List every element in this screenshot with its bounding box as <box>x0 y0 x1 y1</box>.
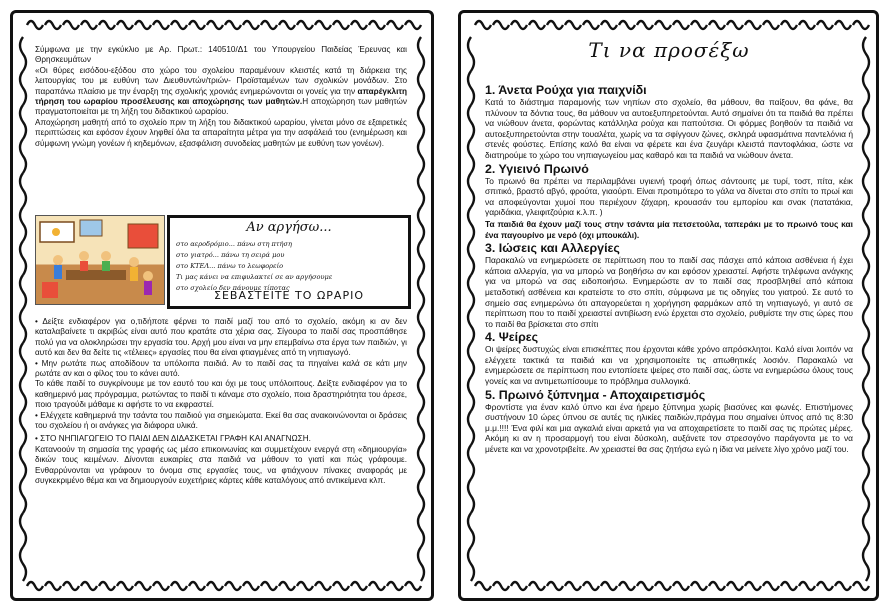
early-leave-paragraph: Αποχώρηση μαθητή από το σχολείο πριν τη λήξη του διδακτικού ωραρίου, γίνεται μόνο σε εξαιρετικές περιπτώσεις και εφόσον έχουν ληφθεί όλα τα απαραίτητα μέτρα για την ασφάλειά του (ενημέρωση και σύμφωνη γνώμη γονέων ή κηδεμόνων, εξασφάλιση συνοδείας μαθητών με ευθύνη των γονέων). <box>35 117 407 148</box>
section-heading-morning: 5. Πρωινό ξύπνημα - Αποχαιρετισμός <box>485 387 706 402</box>
late-line: στο ΚΤΕΛ... πάνω το λεωφορείο <box>176 262 284 270</box>
bullet-no-compare: • Μην ρωτάτε πως αποδίδουν τα υπόλοιπα παιδιά. Αν το παιδί σας τα πηγαίνει καλά σε κάτι μην ρωτάτε αν και ο φίλος του το κάνει αυτό. <box>35 358 407 379</box>
bullet-no-writing: • ΣΤΟ ΝΗΠΙΑΓΩΓΕΙΟ ΤΟ ΠΑΙΔΙ ΔΕΝ ΔΙΔΑΣΚΕΤΑΙ ΓΡΑΦΗ ΚΑΙ ΑΝΑΓΝΩΣΗ. <box>35 434 311 444</box>
bullet-interest: • Δείξτε ενδιαφέρον για ο,τιδήποτε φέρνει το παιδί μαζί του από το σχολείο, ακόμη κι αν δεν καταλαβαίνετε τι ακριβώς είναι αυτό που κρατάτε στα χέρια σας. Σίγουρα το παιδί σας προσπάθησε πολύ για να ολοκληρώσει την εργασία του. Αρχή μου είναι να μην επεμβαίνω στα έργα των παιδιών, γι αυτό και δεν θα δείτε τις «τέλειες» εργασίες που θα είναι φτιαγμένες από τη νηπιαγωγό. <box>35 317 407 358</box>
if-late-title: Αν αργήσω... <box>246 220 332 235</box>
section-bold-breakfast: Τα παιδιά θα έχουν μαζί τους στην τσάντα μία πετσετούλα, ταπεράκι με το πρωινό τους και ένα παγουρίνο με νερό (όχι μπουκάλι). <box>485 218 853 240</box>
if-late-box <box>167 215 411 309</box>
left-top-text <box>35 45 407 149</box>
section-heading-illness: 3. Ιώσεις και Αλλεργίες <box>485 241 620 256</box>
section-text-morning: Φροντίστε για έναν καλό ύπνο και ένα ήρεμο ξύπνημα χωρίς βιασύνες και φωνές. Επιστήμονες συστήνουν 10 ώρες ύπνου σε αυτές τις ηλικίες παιδιών,πράγμα που σημαίνει ύπνος από τις 8:30 μ.μ.!!!! Ένα φιλί και μια αγκαλιά είναι αρκετά για να αποχαιρετίσετε το παιδί σας τις πρώτες μέρες. Ακόμη κι αν η προσαρμογή του είναι δύσκολη, αυξάνετε τον στρεσογόνο παράγοντα με το να μένετε και να χρονοτριβείτε. Αν χρειαστεί θα σας ζητήσω εγώ η ίδια να μείνετε λίγο χρόνο μαζί του. <box>485 401 853 455</box>
left-panel <box>10 10 434 601</box>
section-text-clothes: Κατά το διάστημα παραμονής των νηπίων στο σχολείο, θα μάθουν, θα παίξουν, θα φάνε, θα πλύνουν τα δόντια τους, θα μάθουν να αυτοεξυπηρετούνται. Αυτό σημαίνει ότι τα παιδιά θα πρέπει να νιώθουν άνετα, φορώντας κατάλληλα ρούχα και παπούτσια. Οι φόρμες βοηθούν τα παιδιά να αυτοεξυπηρετούνται στην τουαλέτα, χωρίς να τα σφίγγουν ζώνες, σκληρά υφασμάτινα παντελόνια ή στενές φούστες. Επίσης καλό θα είναι να φέρετε και ένα ζευγάρι κλειστά παντοφλάκια, ώστε να διατηρούμε το χώρο του νηπιαγωγείου μας καθαρό και τα παιδιά να νιώθουν άνετα. <box>485 97 853 160</box>
late-line: στο γιατρό... πάνω τη σειρά μου <box>176 251 285 259</box>
compare-paragraph: Το κάθε παιδί το συγκρίνουμε με τον εαυτό του και όχι με τους υπόλοιπους. Δείξτε ενδιαφέρον για το καθημερινό μας πρόγραμμα, ρωτώντας το παιδί τι κάναμε στο σχολείο, ποια δραστηριότητα του άρεσε, ποιο τραγούδι μάθαμε κι αφήστε το να εκφραστεί. <box>35 379 407 410</box>
late-line: στο σχολείο δεν πάνουμε τίποτας <box>176 284 290 292</box>
page-title: Τι να προσέξω <box>588 38 750 62</box>
section-heading-lice: 4. Ψείρες <box>485 330 539 345</box>
classroom-illustration <box>35 215 165 305</box>
section-heading-clothes: 1. Άνετα Ρούχα για παιχνίδι <box>485 83 647 97</box>
bullet-bag-check: • Ελέγχετε καθημερινά την τσάντα του παιδιού για σημειώματα. Εκεί θα σας ανακοινώνονται οι δράσεις του σχολείου ή οι ανάγκες για διάφορα υλικά. <box>35 410 407 431</box>
writing-paragraph: Κατανοούν τη σημασία της γραφής ως μέσο επικοινωνίας και συμμετέχουν ενεργά στη «δημιουργία» δικών τους κειμένων. Δίνονται ευκαιρίες στα παιδιά να μάθουν το γιατί και πώς γράφουμε. Ενθαρρύνονται να γράφουν το όνομα στις εργασίες τους, να φτιάχνουν πίνακες αναφοράς με συγκεκριμένο θέμα και να δημιουργούν ευχετήριες κάρτες κάθε καταλόγους από αντικείμενα κλπ. <box>35 444 407 486</box>
late-line: Τι μας κάνει να επιφυλακτεί σε αν αργήσουμε <box>176 273 333 281</box>
section-text-breakfast: Το πρωινό θα πρέπει να περιλαμβάνει υγιεινή τροφή όπως σάντουιτς με τυρί, τοστ, πίτα, κέικ σπιτικό, βραστό αβγό, φρούτα, γιαούρτι. Είναι προτιμότερο το γάλα να δίνεται στο σπίτι το πρωί και να αποφεύγονται χυμοί που περιέχουν ζάχαρη, κρουασάν του εμπορίου και σνακ (πατατάκια, γαριδάκια, γλειφιτζούρια κ.λ.π. ) <box>485 175 853 218</box>
section-text-illness: Παρακαλώ να ενημερώσετε σε περίπτωση που το παιδί σας πάσχει από κάποια ασθένεια ή έχει κάποια αλλεργία, για να μπορώ να βοηθήσω αν και εφόσον χρειαστεί. Αφήστε τηλέφωνα ανάγκης για να μπορώ να σας ειδοποιήσω. Ενημερώστε αν το παιδί σας προσβληθεί από κάποια μεταδοτική ασθένεια και κρατείστε το στο σπίτι, σύμφωνα με τις οδηγίες του γιατρού. Σε αυτό το σημείο σας ενημερώνω ότι απαγορεύεται η χορήγηση φαρμάκων από τη νηπιαγωγό, γι αυτό σε περίπτωση που το παιδί χρειαστεί αντιβίωση ενώ έρχεται στο σχολείο, ρυθμίστε την στις ώρες που το παιδί θα βρίσκεται στο σπίτι <box>485 255 853 329</box>
circular-intro: Σύμφωνα με την εγκύκλιο με Αρ. Πρωτ.: 140510/Δ1 του Υπουργείου Παιδείας Έρευνας και Θρησκευμάτων <box>35 45 407 65</box>
respect-schedule-caption: ΣΕΒΑΣΤΕΙΤΕ ΤΟ ΩΡΑΡΙΟ <box>214 289 364 302</box>
circular-quote: «Οι θύρες εισόδου-εξόδου στο χώρο του σχολείου παραμένουν κλειστές κατά τη διάρκεια της λειτουργίας του με ευθύνη των Διευθυντών/τριών- Προϊσταμένων των σχολικών μονάδων. Στο παραπάνω πλαίσιο με την έναρξη της σχολικής χρονιάς ενημερώνονται οι γονείς για την απαρέγκλιτη τήρηση του ωραρίου προσέλευσης και αποχώρησης των μαθητών.Η αποχώρηση των μαθητών πραγματοποιείται με τη λήξη του διδακτικού ωραρίου. <box>35 65 407 117</box>
section-text-lice: Οι ψείρες δυστυχώς είναι επισκέπτες που έρχονται κάθε χρόνο απρόσκλητοι. Καλό είναι λοιπόν να ελέγχετε τακτικά τα παιδιά και να χρησιμοποιείτε τις απωθητικές λοσιόν. Παρακαλώ να ενημερώσετε σε περίπτωση που εντοπίσετε ψείρες στο παιδί σας, ώστε να ενημερώσω όλους τους γονείς και να αντιμετωπίσουμε το πρόβλημα συλλογικά. <box>485 344 853 387</box>
section-heading-breakfast: 2. Υγιεινό Πρωινό <box>485 161 589 176</box>
late-line: στο αεροδρόμιο... πάνω στη πτήση <box>176 240 292 248</box>
picture-row <box>35 211 407 311</box>
right-content <box>485 38 853 456</box>
left-bottom-text <box>35 317 407 487</box>
right-panel <box>458 10 879 601</box>
